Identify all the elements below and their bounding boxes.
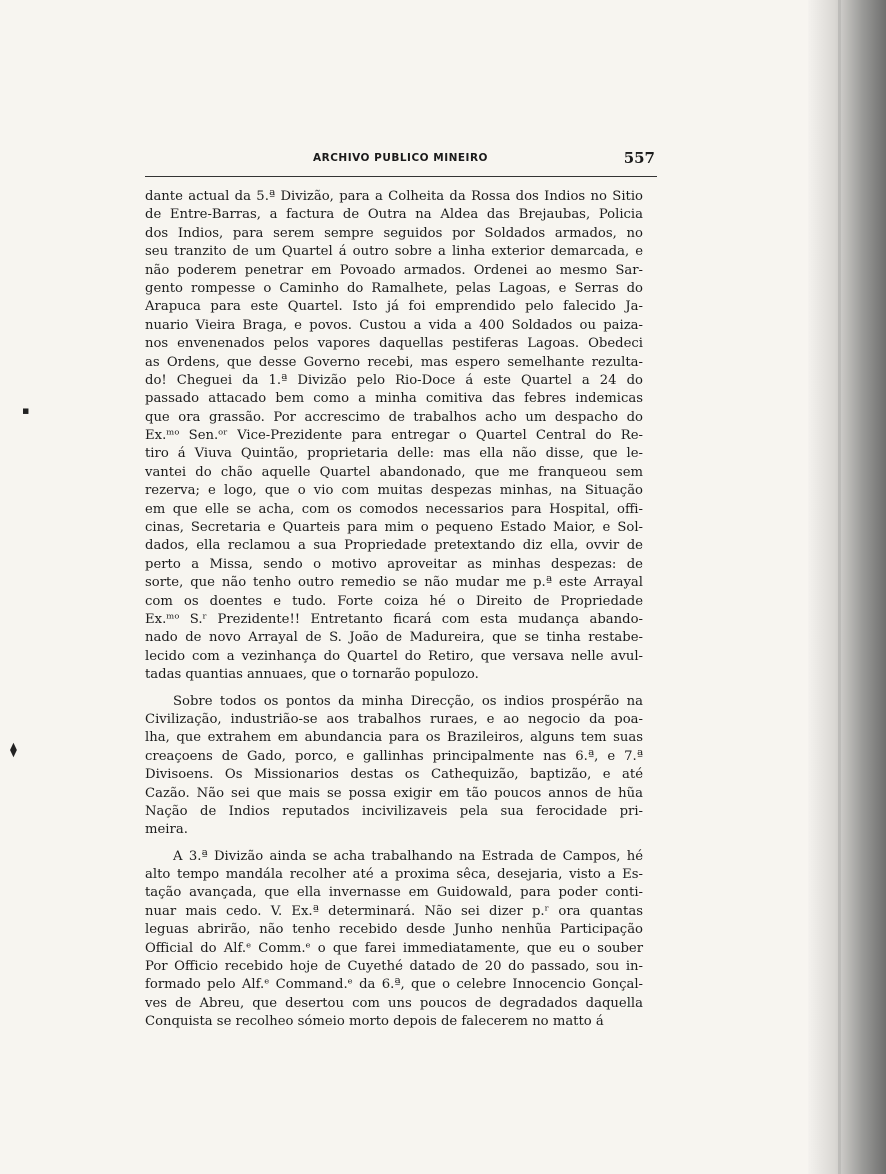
text-line: seu tranzito de um Quartel á outro sobre a linha exterior demarcada, e xyxy=(145,244,643,260)
text-line: do! Cheguei da 1.ª Divizão pelo Rio-Doce á este Quartel a 24 do xyxy=(145,372,643,388)
page-edge xyxy=(808,0,886,1174)
text-line: leguas abrirão, não tenho recebido desde Junho nenhũa Participação xyxy=(145,922,643,938)
text-line: lha, que extrahem em abundancia para os Brazileiros, alguns tem suas xyxy=(145,730,643,746)
text-line: perto a Missa, sendo o motivo aproveitar as minhas despezas: de xyxy=(145,556,643,572)
text-line: tiro á Viuva Quintão, proprietaria delle: mas ella não disse, que le- xyxy=(145,446,643,462)
text-line: Ex.ᵐᵒ Sen.ᵒʳ Vice-Prezidente para entregar o Quartel Central do Re- xyxy=(145,428,643,444)
text-line: ves de Abreu, que desertou com uns poucos de degradados daquella xyxy=(145,995,643,1011)
text-line: alto tempo mandála recolher até a proxima sêca, desejaria, visto a Es- xyxy=(145,867,643,883)
text-line: meira. xyxy=(145,822,188,838)
text-line: lecido com a vezinhança do Quartel do Retiro, que versava nelle avul- xyxy=(145,648,643,664)
paragraph xyxy=(145,188,643,685)
text-line: não poderem penetrar em Povoado armados. Ordenei ao mesmo Sar- xyxy=(145,262,643,278)
text-line: com os doentes e tudo. Forte coiza hé o Direito de Propriedade xyxy=(145,593,643,609)
text-line: nado de novo Arrayal de S. João de Madureira, que se tinha restabe- xyxy=(145,630,643,646)
text-line: dos Indios, para serem sempre seguidos por Soldados armados, no xyxy=(145,225,643,241)
paragraph-gap xyxy=(145,685,643,693)
text-line: tação avançada, que ella invernasse em Guidowald, para poder conti- xyxy=(145,885,643,901)
text-line: Official do Alf.ᵉ Comm.ᵉ o que farei immediatamente, que eu o souber xyxy=(145,940,643,956)
text-line: gento rompesse o Caminho do Ramalhete, pelas Lagoas, e Serras do xyxy=(145,280,643,296)
margin-mark-diamond: ⧫ xyxy=(10,742,17,758)
text-line: Ex.ᵐᵒ S.ʳ Prezidente!! Entretanto ficará com esta mudança abando- xyxy=(145,611,643,627)
text-line: as Ordens, que desse Governo recebi, mas espero semelhante rezulta- xyxy=(145,354,643,370)
text-line: Sobre todos os pontos da minha Direcção, os indios prospérão na xyxy=(173,693,643,709)
text-line: nos envenenados pelos vapores daquellas pestiferas Lagoas. Obedeci xyxy=(145,336,643,352)
text-line: que ora grassão. Por accrescimo de trabalhos acho um despacho do xyxy=(145,409,643,425)
paragraph-gap xyxy=(145,840,643,848)
text-line: vantei do chão aquelle Quartel abandonado, que me franqueou sem xyxy=(145,464,643,480)
text-line: dante actual da 5.ª Divizão, para a Colheita da Rossa dos Indios no Sitio xyxy=(145,189,643,204)
text-line: tadas quantias annuaes, que o tornarão populozo. xyxy=(145,667,479,683)
text-line: rezerva; e logo, que o vio com muitas despezas minhas, na Situação xyxy=(145,483,643,499)
body-text xyxy=(145,188,643,1032)
text-line: passado attacado bem como a minha comitiva das febres indemicas xyxy=(145,391,643,407)
text-line: Cazão. Não sei que mais se possa exigir em tão poucos annos de hũa xyxy=(145,785,643,801)
paragraph xyxy=(145,848,643,1032)
running-header xyxy=(145,150,657,177)
text-line: Arapuca para este Quartel. Isto já foi emprendido pelo falecido Ja- xyxy=(145,299,643,315)
text-line: Divisoens. Os Missionarios destas os Cathequizão, baptizão, e até xyxy=(145,767,643,783)
text-line: Civilização, industrião-se aos trabalhos ruraes, e ao negocio da poa- xyxy=(145,711,643,727)
text-line: nuar mais cedo. V. Ex.ª determinará. Não sei dizer p.ʳ ora quantas xyxy=(145,903,643,919)
text-line: cinas, Secretaria e Quarteis para mim o pequeno Estado Maior, e Sol- xyxy=(145,520,643,536)
header-title: ARCHIVO PUBLICO MINEIRO xyxy=(313,152,488,164)
text-line: de Entre-Barras, a factura de Outra na Aldea das Brejaubas, Policia xyxy=(145,207,643,223)
text-line: sorte, que não tenho outro remedio se não mudar me p.ª este Arrayal xyxy=(145,575,643,591)
page-number: 557 xyxy=(623,149,655,167)
text-line: formado pelo Alf.ᵉ Command.ᵉ da 6.ª, que o celebre Innocencio Gonçal- xyxy=(145,977,643,993)
text-line: Conquista se recolheo sómeio morto depois de falecerem no matto á xyxy=(145,1014,604,1030)
text-line: nuario Vieira Braga, e povos. Custou a vida a 400 Soldados ou paiza- xyxy=(145,317,643,333)
text-line: Nação de Indios reputados incivilizaveis pela sua ferocidade pri- xyxy=(145,803,643,819)
text-line: em que elle se acha, com os comodos necessarios para Hospital, offi- xyxy=(145,501,643,517)
text-line: A 3.ª Divizão ainda se acha trabalhando na Estrada de Campos, hé xyxy=(173,848,643,864)
margin-mark-square: ▪ xyxy=(22,404,30,417)
text-line: Por Officio recebido hoje de Cuyethé datado de 20 do passado, sou in- xyxy=(145,959,643,975)
text-line: dados, ella reclamou a sua Propriedade pretextando diz ella, ovvir de xyxy=(145,538,643,554)
paragraph xyxy=(145,693,643,840)
text-line: creaçoens de Gado, porco, e gallinhas principalmente nas 6.ª, e 7.ª xyxy=(145,748,643,764)
